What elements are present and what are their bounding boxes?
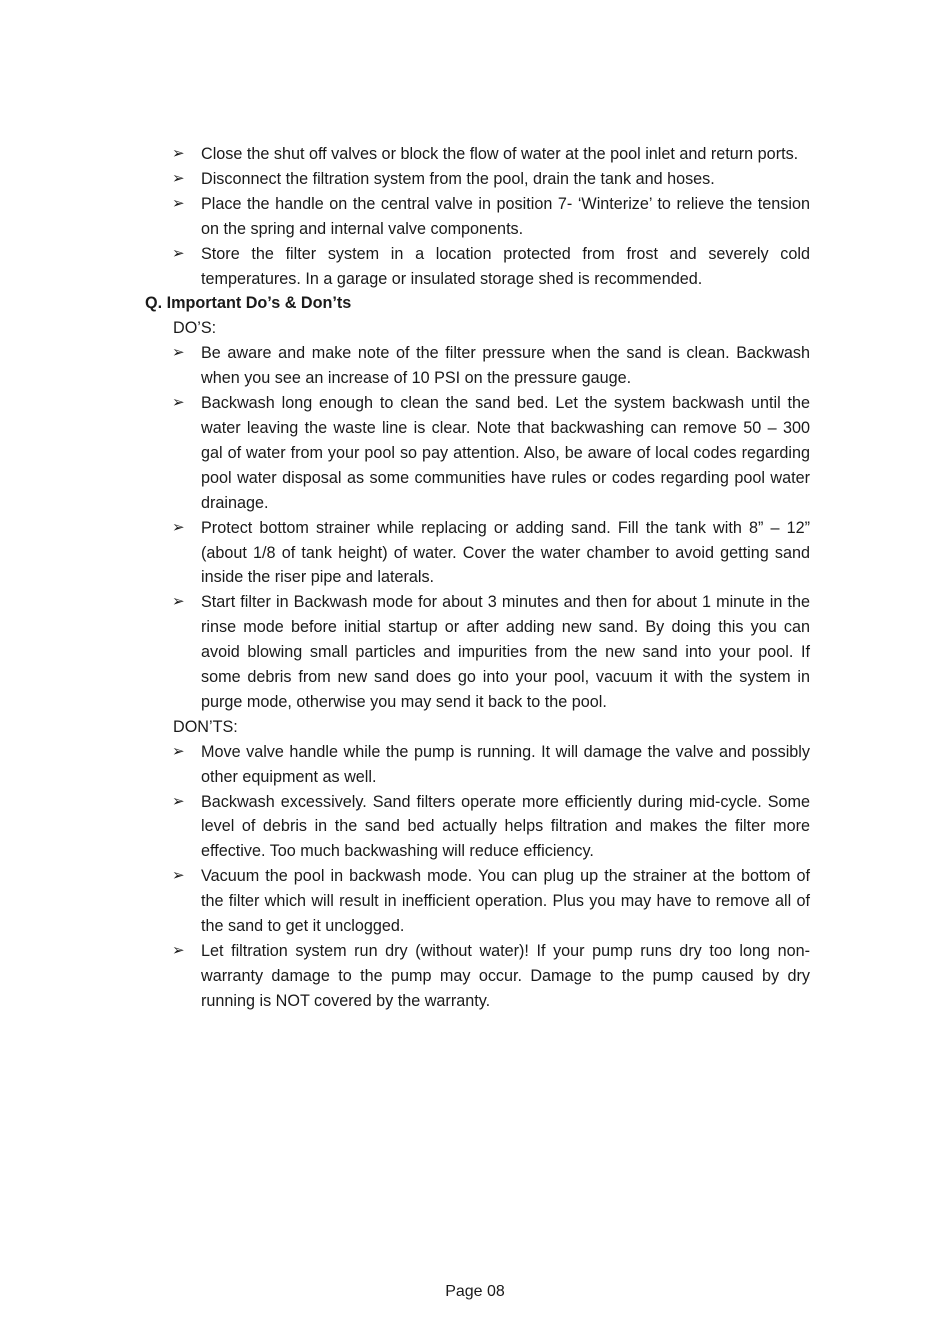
arrow-bullet-icon: ➢ — [172, 792, 185, 810]
list-item-text: Let filtration system run dry (without water)! If your pump runs dry too long non-warranty damage to the pump may occur. Damage to the pump caused by dry running is NOT covered by the warranty. — [201, 942, 810, 1010]
list-item-text: Protect bottom strainer while replacing or adding sand. Fill the tank with 8” – 12” (about 1/8 of tank height) of water. Cover the water chamber to avoid getting sand inside the riser pipe and laterals. — [201, 518, 810, 587]
arrow-bullet-icon: ➢ — [172, 742, 185, 760]
list-item — [172, 864, 810, 939]
list-item — [172, 590, 810, 715]
list-item — [172, 516, 810, 591]
list-item-text: Vacuum the pool in backwash mode. You can plug up the strainer at the bottom of the filter which will result in inefficient operation. Plus you may have to remove all of the sand to get it unclogged. — [201, 867, 810, 936]
arrow-bullet-icon: ➢ — [172, 518, 185, 536]
donts-list — [145, 740, 810, 1014]
list-item — [172, 391, 810, 516]
list-item-text: Move valve handle while the pump is running. It will damage the valve and possibly other equipment as well. — [201, 742, 810, 786]
list-item-text: Be aware and make note of the filter pressure when the sand is clean. Backwash when you see an increase of 10 PSI on the pressure gauge. — [201, 344, 810, 388]
list-item — [172, 790, 810, 865]
list-item-text: Disconnect the filtration system from the pool, drain the tank and hoses. — [201, 169, 715, 188]
winterize-list — [145, 142, 810, 291]
list-item-text: Close the shut off valves or block the flow of water at the pool inlet and return ports. — [201, 145, 799, 163]
dos-label: DO’S: — [173, 319, 217, 338]
arrow-bullet-icon: ➢ — [172, 344, 185, 362]
arrow-bullet-icon: ➢ — [172, 394, 185, 412]
list-item — [172, 341, 810, 391]
arrow-bullet-icon: ➢ — [172, 942, 185, 959]
list-item-text: Place the handle on the central valve in position 7- ‘Winterize’ to relieve the tension on the spring and internal valve components. — [201, 194, 810, 238]
page-number: Page 08 — [445, 1283, 505, 1300]
list-item-text: Start filter in Backwash mode for about 3 minutes and then for about 1 minute in the rinse mode before initial startup or after adding new sand. By doing this you can avoid blowing small particles and impurities from the new sand into your pool. If some debris from new sand does go into your pool, vacuum it with the system in purge mode, otherwise you may send it back to the pool. — [201, 593, 810, 711]
page-content — [145, 142, 810, 1014]
arrow-bullet-icon: ➢ — [172, 593, 185, 611]
arrow-bullet-icon: ➢ — [172, 867, 185, 885]
list-item — [172, 242, 810, 292]
list-item — [172, 142, 810, 167]
donts-label: DON’TS: — [173, 717, 238, 736]
list-item-text: Store the filter system in a location protected from frost and severely cold temperatures. In a garage or insulated storage shed is recommended. — [201, 244, 810, 288]
list-item — [172, 740, 810, 790]
dos-list — [145, 341, 810, 715]
arrow-bullet-icon: ➢ — [172, 169, 185, 187]
section-heading: Q. Important Do’s & Don’ts — [145, 294, 352, 313]
list-item — [172, 167, 810, 192]
list-item — [172, 192, 810, 242]
arrow-bullet-icon: ➢ — [172, 244, 185, 262]
arrow-bullet-icon: ➢ — [172, 145, 185, 162]
list-item — [172, 939, 810, 1014]
arrow-bullet-icon: ➢ — [172, 194, 185, 212]
list-item-text: Backwash excessively. Sand filters operate more efficiently during mid-cycle. Some level of debris in the sand bed actually helps filtration and makes the filter more effective. Too much backwashing will reduce efficiency. — [201, 792, 810, 861]
list-item-text: Backwash long enough to clean the sand bed. Let the system backwash until the water leaving the waste line is clear. Note that backwashing can remove 50 – 300 gal of water from your pool so pay attention. Also, be aware of local codes regarding pool water disposal as some communities have rules or codes regarding pool water drainage. — [201, 394, 810, 512]
